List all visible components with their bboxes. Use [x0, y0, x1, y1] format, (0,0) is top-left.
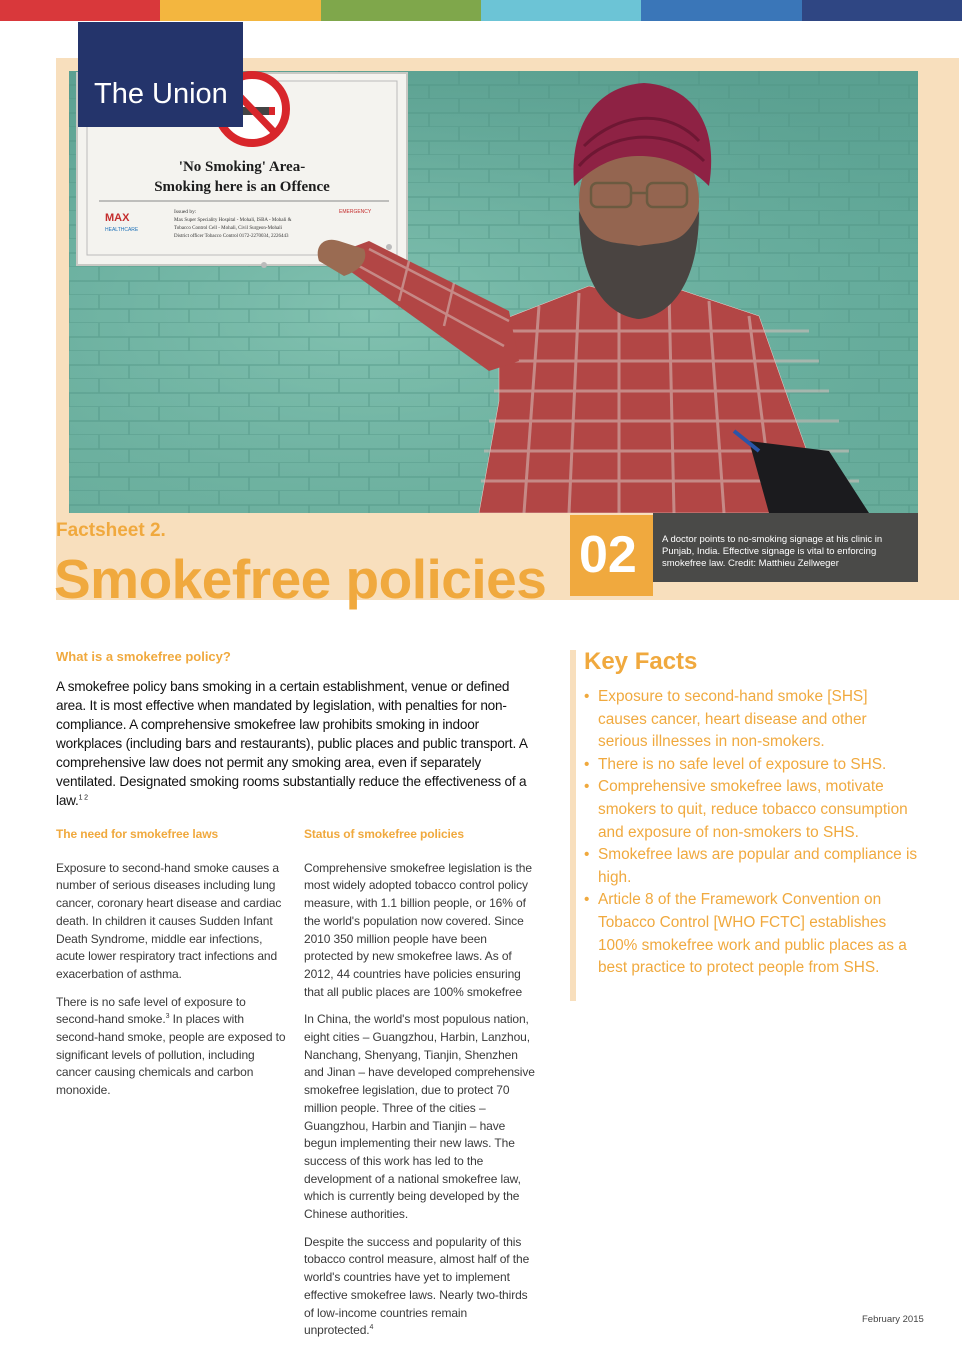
cover-photo — [69, 71, 918, 513]
color-segment-green — [321, 0, 481, 21]
sign-issued-by: Issued by: — [174, 209, 197, 215]
key-fact-item: • Comprehensive smokefree laws, motivate smokers to quit, reduce tobacco consumption and exposure of non-smokers to SHS. — [584, 776, 919, 844]
status-heading: Status of smokefree policies — [304, 827, 464, 841]
status-p3-text: Despite the success and popularity of this tobacco control measure, almost half of the world's countries have yet to implement effective smokefree laws. Nearly two-thirds of low-income countries remain unprotected. — [304, 1234, 530, 1338]
key-fact-item: • Smokefree laws are popular and compliance is high. — [584, 844, 919, 889]
need-p2-ref: 3 — [165, 1013, 170, 1021]
top-color-bar — [0, 0, 962, 21]
color-segment-yellow — [160, 0, 320, 21]
need-column — [56, 826, 288, 1110]
need-p2-text: There is no safe level of exposure to second-hand smoke. — [56, 994, 246, 1027]
key-facts-bar — [570, 650, 576, 1001]
the-union-logo — [78, 22, 243, 127]
cover-photo-illustration — [69, 71, 918, 513]
intro-body: A smokefree policy bans smoking in a certain establishment, venue or defined area. It is most effective when mandated by legislation, with penalties for non-compliance. A comprehensive smokefree law prohibits smoking in indoor workplaces (including bars and restaurants), public places and public transport. A comprehensive law does not permit any smoking area, even if separately ventilated. Designated smoking rooms substantially reduce the effectiveness of a law. — [56, 679, 527, 808]
page-title: Smokefree policies — [54, 548, 547, 610]
status-paragraph-3 — [304, 1234, 536, 1340]
key-fact-item: • Article 8 of the Framework Convention on Tobacco Control [WHO FCTC] establishes 100% smokefree work and public places as a best practice to protect people from SHS. — [584, 889, 919, 979]
color-segment-blue — [641, 0, 801, 21]
intro-heading: What is a smokefree policy? — [56, 649, 231, 664]
color-segment-navy — [802, 0, 962, 21]
need-paragraph-2 — [56, 994, 288, 1100]
need-heading: The need for smokefree laws — [56, 827, 219, 841]
sign-emergency: EMERGENCY — [339, 209, 372, 215]
sign-issuer-1: Max Super Speciality Hospital - Mohali, ISBA - Mohali & — [174, 218, 292, 223]
key-fact-item: • There is no safe level of exposure to SHS. — [584, 754, 919, 777]
intro-refs: 1 2 — [78, 794, 88, 802]
color-segment-red — [0, 0, 160, 21]
key-fact-item: • Exposure to second-hand smoke [SHS] causes cancer, heart disease and other serious illnesses in non-smokers. — [584, 686, 919, 754]
sign-issuer-2: Tobacco Control Cell - Mohali, Civil Surgeon-Mohali — [174, 226, 283, 231]
status-paragraph-2: In China, the world's most populous nation, eight cities – Guangzhou, Harbin, Lanzhou, Nanchang, Shenyang, Tianjin, Shenzhen and Jinan – have developed comprehensive smokefree legislation, due to protect 70 million people. Three of the cities – Guangzhou, Harbin and Tianjin – have begun implementing their new laws. The success of this work has led to the development of a national smokefree law, which is currently being developed by the Chinese authorities. — [304, 1012, 535, 1222]
intro-paragraph — [56, 677, 541, 810]
need-p2-text-cont: In places with second-hand smoke, people are exposed to significant levels of pollution, including cancer causing chemicals and carbon monoxide. — [56, 1012, 286, 1098]
key-facts-list — [584, 686, 919, 980]
factsheet-number-badge — [570, 515, 653, 596]
sign-brand-sub: HEALTHCARE — [105, 227, 139, 233]
need-paragraph-1: Exposure to second-hand smoke causes a number of serious diseases including lung cancer, coronary heart disease and cardiac death. In children it causes Sudden Infant Death Syndrome, middle ear infections, acute lower respiratory tract infections and exacerbation of asthma. — [56, 860, 282, 981]
factsheet-number: 02 — [579, 526, 637, 584]
status-p3-ref: 4 — [369, 1324, 374, 1332]
sign-line2: Smoking here is an Offence — [154, 179, 330, 195]
color-segment-cyan — [481, 0, 641, 21]
status-column — [304, 826, 536, 1350]
key-facts-title: Key Facts — [584, 648, 698, 675]
sign-brand: MAX — [105, 212, 130, 224]
sign-line1: 'No Smoking' Area- — [178, 159, 306, 175]
factsheet-kicker: Factsheet 2. — [56, 520, 166, 541]
sign-issuer-3: District officer Tobacco Control 0172-2270034, 2226443 — [174, 234, 289, 239]
logo-text: The Union — [94, 78, 228, 110]
status-paragraph-1: Comprehensive smokefree legislation is the most widely adopted tobacco control policy measure, with 1.1 billion people, or 16% of the world's population now covered. Since 2010 350 million people have been protected by new smokefree laws. As of 2012, 44 countries have policies ensuring that all public places are 100% smokefree — [304, 860, 532, 999]
photo-caption: A doctor points to no-smoking signage at his clinic in Punjab, India. Effective signage is vital to enforcing smokefree law. Credit: Matthieu Zellweger — [662, 534, 883, 569]
publication-date: February 2015 — [862, 1314, 924, 1325]
